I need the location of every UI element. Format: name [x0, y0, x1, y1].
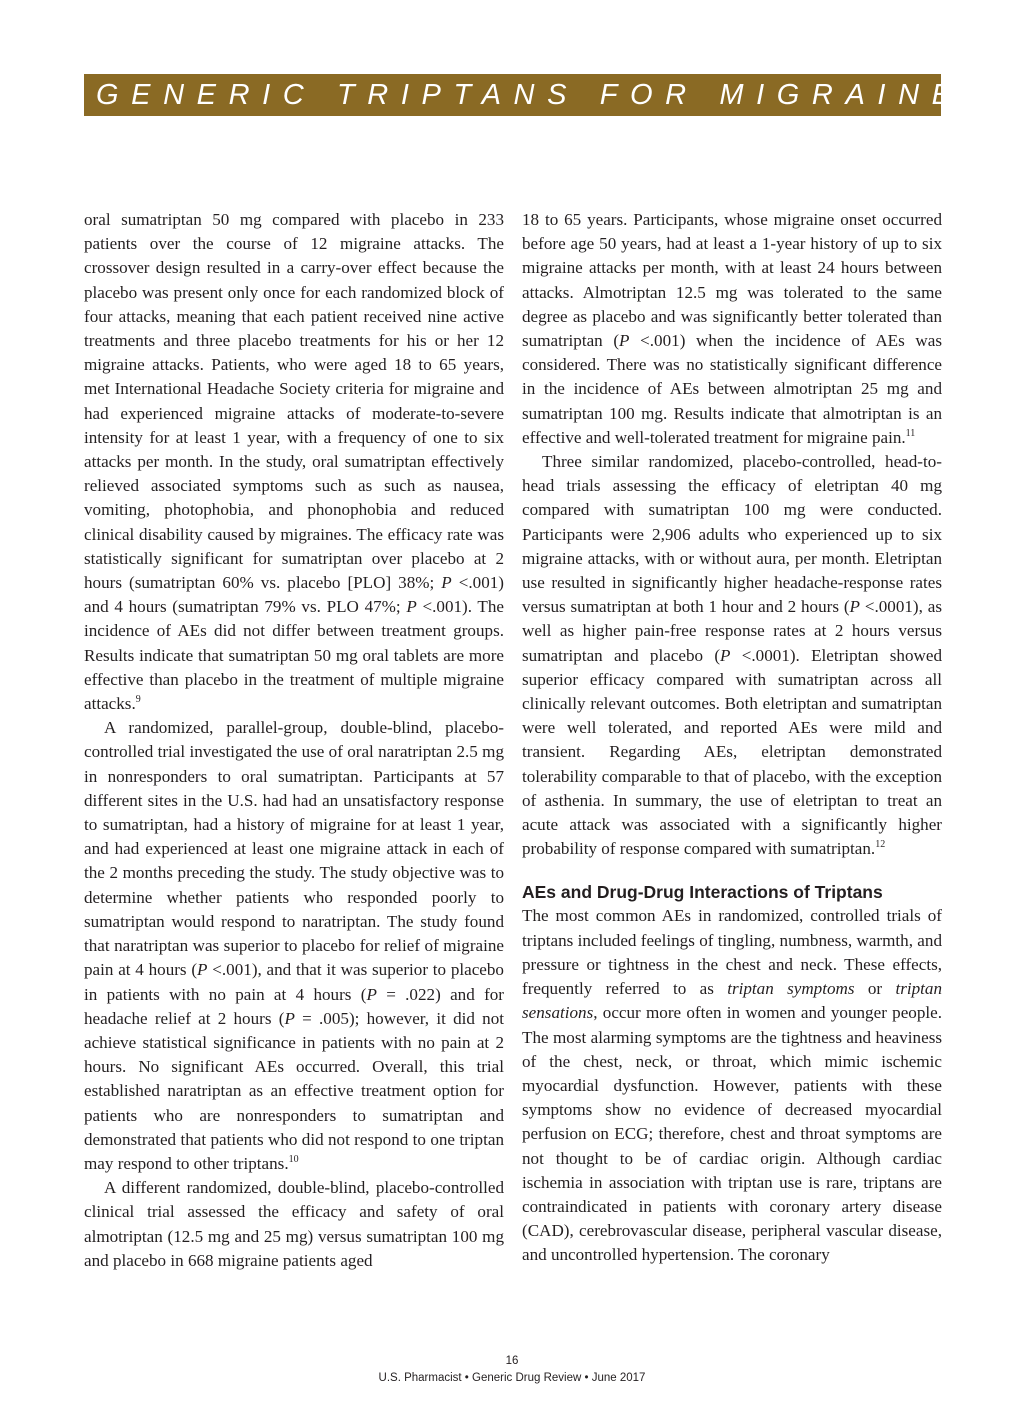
paragraph-text: The most common AEs in randomized, controlled trials of triptans included feelings of tingling, numbness, warmth, and pressure or tightness in the chest and neck. These effects, frequently referred to as: [522, 906, 942, 999]
paragraph: [84, 208, 504, 716]
paragraph-text: <.001). The incidence of AEs did not differ between treatment groups. Results indicate that sumatriptan 50 mg oral tablets are more effective than placebo in the treatment of multiple migraine attacks.: [84, 597, 504, 714]
left-column: [84, 208, 504, 1273]
banner-title: GENERIC TRIPTANS FOR MIGRAINE: [96, 79, 964, 111]
paragraph: [522, 208, 942, 450]
paragraph-text: oral sumatriptan 50 mg compared with placebo in 233 patients over the course of 12 migraine attacks. The crossover design resulted in a carry-over effect because the placebo was present only once for each randomized block of four attacks, meaning that each patient received nine active treatments and three placebo treatments for his or her 12 migraine attacks. Patients, who were aged 18 to 65 years, met International Headache Society criteria for migraine and had experienced migraine attacks of moderate-to-severe intensity for at least 1 year, with a frequency of one to six attacks per month. In the study, oral sumatriptan effectively relieved associated symptoms such as such as nausea, vomiting, photophobia, and phonophobia and reduced clinical disability caused by migraines. The efficacy rate was statistically significant for sumatriptan over placebo at 2 hours (sumatriptan 60% vs. placebo [PLO] 38%;: [84, 210, 504, 593]
p-value-label: P: [284, 1008, 295, 1028]
paragraph-text: A randomized, parallel-group, double-blind, placebo-controlled trial investigated the use of oral naratriptan 2.5 mg in nonresponders to oral sumatriptan. Participants at 57 different sites in the U.S. had had an unsatisfactory response to sumatriptan, had a history of migraine for at least 1 year, and had experienced at least one migraine attack in each of the 2 months preceding the study. The study objective was to determine whether patients who responded poorly to sumatriptan would respond to naratriptan. The study found that naratriptan was superior to placebo for relief of migraine pain at 4 hours (: [84, 718, 504, 980]
paragraph-text: A different randomized, double-blind, placebo-controlled clinical trial assessed the efficacy and safety of oral almotriptan (12.5 mg and 25 mg) versus sumatriptan 100 mg and placebo in 668 migraine patients aged: [84, 1178, 504, 1270]
paragraph-text: , occur more often in women and younger people. The most alarming symptoms are the tightness and heaviness of the chest, neck, or throat, which mimic ischemic myocardial dysfunction. However, patients with these symptoms show no evidence of decreased myocardial perfusion on ECG; therefore, chest and throat symptoms are not thought to be of cardiac origin. Although cardiac ischemia in association with triptan use is rare, triptans are contraindicated in patients with coronary artery disease (CAD), cerebrovascular disease, peripheral vascular disease, and uncontrolled hypertension. The coronary: [522, 1003, 942, 1265]
paragraph-text: = .005); however, it did not achieve statistical significance in patients with no pain at 2 hours. No significant AEs occurred. Overall, this trial established naratriptan as an effective treatment option for patients who are nonresponders to sumatriptan and demonstrated that patients who did not respond to one triptan may respond to other triptans.: [84, 1008, 504, 1173]
p-value-label: P: [720, 645, 731, 665]
p-value-label: P: [406, 597, 417, 617]
reference-superscript: 11: [905, 427, 916, 439]
paragraph-text: <.0001), as well as higher pain-free response rates at 2 hours versus sumatriptan and placebo (: [522, 597, 942, 665]
p-value-label: P: [441, 573, 452, 593]
right-column: [522, 208, 942, 1268]
publication-footer: U.S. Pharmacist • Generic Drug Review • June 2017: [378, 1372, 646, 1384]
reference-superscript: 12: [875, 839, 886, 851]
page-number: 16: [505, 1355, 519, 1367]
paragraph-text: <.001), and that it was superior to placebo in patients with no pain at 4 hours (: [84, 960, 504, 1004]
paragraph: [522, 904, 942, 1267]
paragraph-text: = .022) and for headache relief at 2 hours (: [84, 984, 504, 1028]
paragraph-text: or: [854, 979, 896, 999]
paragraph: [84, 716, 504, 1176]
p-value-label: P: [197, 960, 208, 980]
p-value-label: P: [619, 331, 630, 351]
emphasis-term: triptan symptoms: [727, 979, 855, 999]
paragraph: [522, 450, 942, 861]
p-value-label: P: [366, 984, 377, 1004]
p-value-label: P: [849, 597, 860, 617]
section-heading: AEs and Drug-Drug Interactions of Triptans: [522, 882, 883, 903]
paragraph-text: 18 to 65 years. Participants, whose migraine onset occurred before age 50 years, had at least a 1-year history of up to six migraine attacks per month, with at least 24 hours between attacks. Almotriptan 12.5 mg was tolerated to the same degree as placebo and was significantly better tolerated than sumatriptan (: [522, 210, 942, 351]
section-banner: [84, 74, 964, 116]
reference-superscript: 10: [288, 1153, 299, 1165]
paragraph-text: <.0001). Eletriptan showed superior efficacy compared with sumatriptan across all clinically relevant outcomes. Both eletriptan and sumatriptan were well tolerated, and reported AEs were mild and transient. Regarding AEs, eletriptan demonstrated tolerability comparable to that of placebo, with the exception of asthenia. In summary, the use of eletriptan to treat an acute attack was associated with a significantly higher probability of response compared with sumatriptan.: [522, 645, 942, 859]
paragraph-text: <.001) when the incidence of AEs was considered. There was no statistically significant difference in the incidence of AEs between almotriptan 25 mg and sumatriptan 100 mg. Results indicate that almotriptan is an effective and well-tolerated treatment for migraine pain.: [522, 331, 942, 447]
paragraph-text: <.001) and 4 hours (sumatriptan 79% vs. PLO 47%;: [84, 573, 504, 617]
emphasis-term: triptan sensations: [522, 979, 942, 1023]
paragraph: [84, 1176, 504, 1273]
paragraph-text: Three similar randomized, placebo-controlled, head-to-head trials assessing the efficacy of eletriptan 40 mg compared with sumatriptan 100 mg were conducted. Participants were 2,906 adults who experienced up to six migraine attacks, with or without aura, per month. Eletriptan use resulted in significantly higher headache-response rates versus sumatriptan at both 1 hour and 2 hours (: [522, 452, 942, 617]
reference-superscript: 9: [135, 694, 141, 706]
